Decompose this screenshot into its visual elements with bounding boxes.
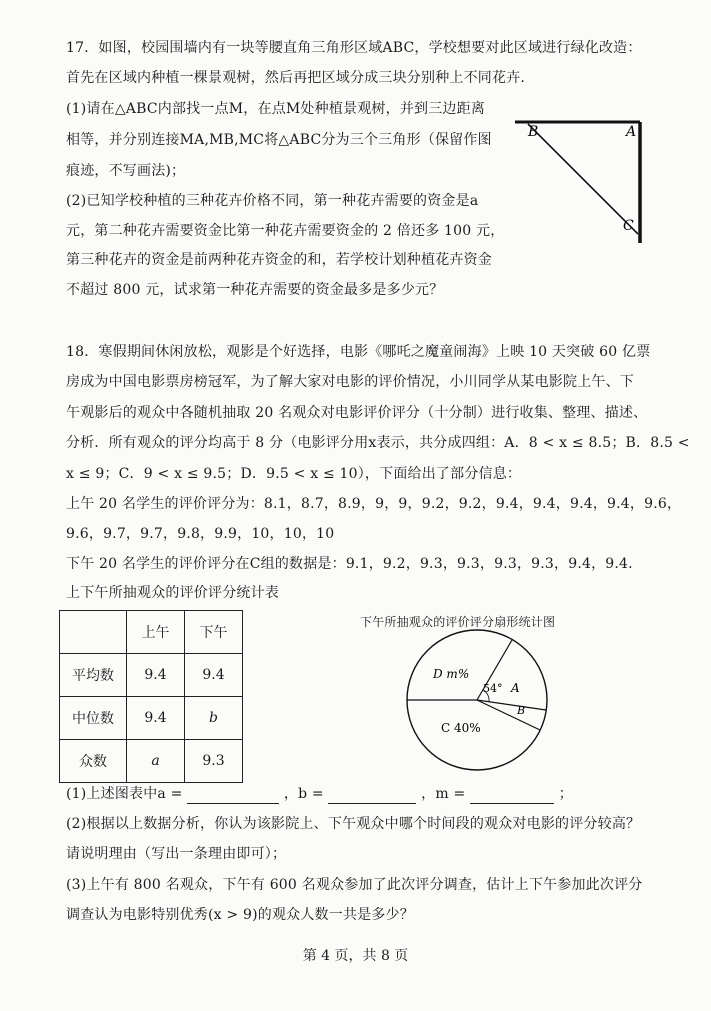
vertex-a-label: A	[626, 124, 637, 140]
table-cell: a	[127, 740, 185, 783]
q18-line-2: 房成为中国电影票房榜冠军，为了解大家对电影的评价情况，小川同学从某电影院上午、下	[66, 374, 634, 390]
row-label-mode: 众数	[60, 740, 127, 783]
part1-end: ；	[558, 786, 573, 802]
q17-line-3: (1)请在△ABC内部找一点M，在点M处种植景观树，并到三边距离	[66, 101, 486, 117]
table-title: 上下午所抽观众的评价评分统计表	[66, 585, 279, 601]
q18-line-4: 分析．所有观众的评分均高于 8 分（电影评分用x表示，共分成四组：A．8 < x ≤ 8.5；B．8.5 <	[66, 435, 690, 451]
stats-table	[59, 610, 243, 783]
q18-line-5: x ≤ 9；C．9 < x ≤ 9.5；D．9.5 < x ≤ 10），下面给出了部分信息：	[66, 466, 522, 482]
answer-blank-a[interactable]	[187, 787, 279, 804]
pie-label-d: D m%	[433, 667, 470, 681]
part1-b: ，b =	[283, 786, 324, 802]
q18-line-6: 上午 20 名学生的评价评分为：8.1，8.7，8.9，9，9，9.2，9.2，9.4，9.4，9.4，9.4，9.6，	[66, 496, 682, 512]
answer-blank-m[interactable]	[470, 787, 554, 804]
page-footer: 第 4 页，共 8 页	[302, 948, 409, 964]
table-cell: b	[185, 697, 243, 740]
vertex-c-label: C	[623, 218, 634, 234]
table-row	[60, 740, 243, 783]
table-cell	[60, 611, 127, 654]
part1-prefix: (1)上述图表中a =	[66, 786, 183, 802]
q17-line-1: 17．如图，校园围墙内有一块等腰直角三角形区域ABC，学校想要对此区域进行绿化改造：	[66, 40, 642, 56]
q17-line-8: 第三种花卉的资金是前两种花卉资金的和，若学校计划种植花卉资金	[66, 252, 492, 268]
q17-line-7: 元，第二种花卉需要资金比第一种花卉需要资金的 2 倍还多 100 元，	[66, 223, 505, 239]
table-header-row	[60, 611, 243, 654]
q17-line-5: 痕迹，不写画法)；	[66, 163, 186, 179]
table-row	[60, 654, 243, 697]
pie-chart	[395, 628, 565, 778]
pie-label-c: C 40%	[441, 721, 481, 735]
pie-label-b: B	[517, 704, 526, 717]
question-part-2-line-1: (2)根据以上数据分析，你认为该影院上、下午观众中哪个时间段的观众对电影的评分较高？	[66, 816, 641, 832]
table-cell: 9.4	[127, 697, 185, 740]
question-part-3-line-2: 调查认为电影特别优秀(x > 9)的观众人数一共是多少？	[66, 907, 414, 923]
hypotenuse-bc	[528, 124, 638, 234]
q18-line-7: 9.6，9.7，9.7，9.8，9.9，10，10，10	[66, 526, 335, 542]
row-label-median: 中位数	[60, 697, 127, 740]
table-header-afternoon: 下午	[185, 611, 243, 654]
q17-line-2: 首先在区域内种植一棵景观树，然后再把区域分成三块分别种上不同花卉.	[66, 70, 526, 86]
table-header-morning: 上午	[127, 611, 185, 654]
pie-label-angle: 54°	[483, 682, 503, 695]
q17-line-6: (2)已知学校种植的三种花卉价格不同，第一种花卉需要的资金是a	[66, 193, 479, 209]
triangle-figure	[510, 110, 670, 250]
q18-line-1: 18．寒假期间休闲放松，观影是个好选择，电影《哪吒之魔童闹海》上映 10 天突破 60 亿票	[66, 344, 651, 360]
table-cell: 9.4	[185, 654, 243, 697]
q18-line-3: 午观影后的观众中各随机抽取 20 名观众对电影评价评分（十分制）进行收集、整理、描述、	[66, 405, 648, 421]
question-part-2-line-2: 请说明理由（写出一条理由即可）；	[66, 846, 287, 862]
q17-line-9: 不超过 800 元，试求第一种花卉需要的资金最多是多少元？	[66, 282, 444, 298]
pie-title: 下午所抽观众的评价评分扇形统计图	[360, 615, 556, 629]
question-part-1	[66, 784, 573, 804]
answer-blank-b[interactable]	[328, 787, 416, 804]
table-cell: 9.3	[185, 740, 243, 783]
row-label-mean: 平均数	[60, 654, 127, 697]
table-row	[60, 697, 243, 740]
table-cell: 9.4	[127, 654, 185, 697]
q17-line-4: 相等，并分别连接MA,MB,MC将△ABC分为三个三角形（保留作图	[66, 132, 492, 148]
q18-line-8: 下午 20 名学生的评价评分在C组的数据是：9.1，9.2，9.3，9.3，9.3，9.3，9.4，9.4.	[66, 556, 633, 572]
part1-m: ，m =	[421, 786, 466, 802]
question-part-3-line-1: (3)上午有 800 名观众，下午有 600 名观众参加了此次评分调查，估计上下午参加此次评分	[66, 877, 643, 893]
vertex-b-label: B	[528, 124, 539, 140]
pie-label-a: A	[511, 681, 520, 695]
